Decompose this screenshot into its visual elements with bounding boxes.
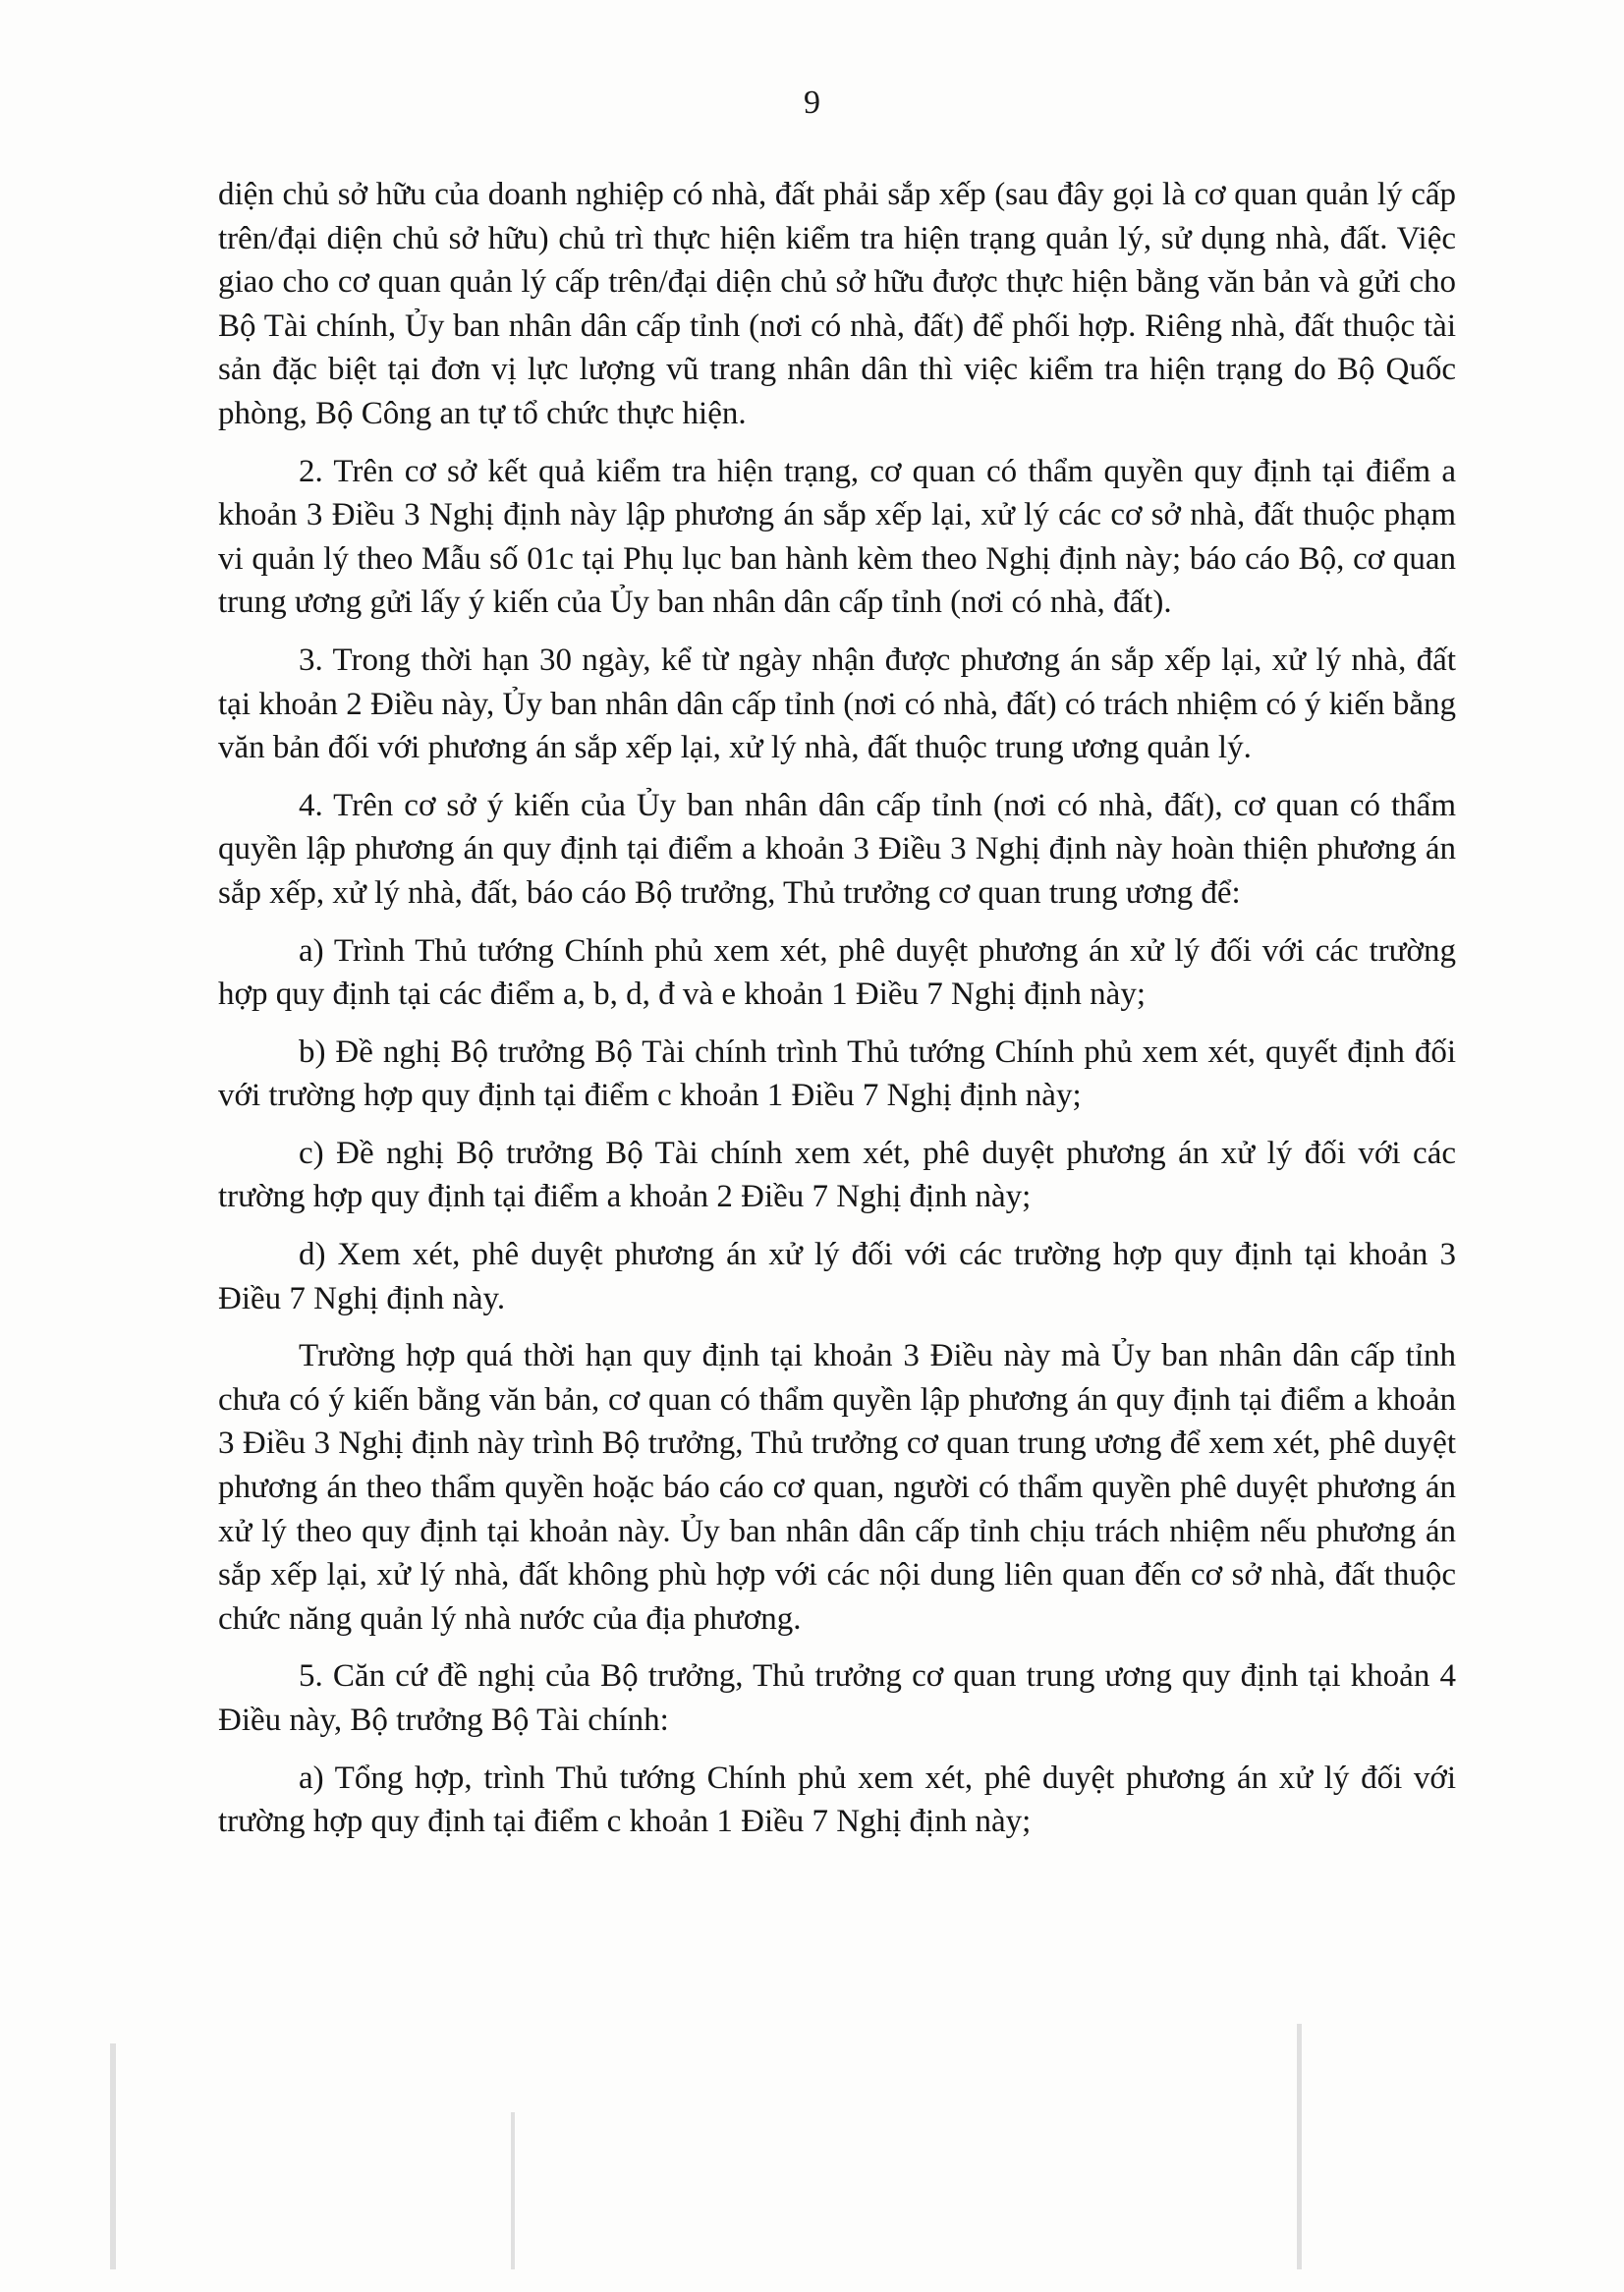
paragraph-point-c: c) Đề nghị Bộ trưởng Bộ Tài chính xem xét, phê duyệt phương án xử lý đối với các trường hợp quy định tại điểm a khoản 2 Điều 7 Nghị định này; xyxy=(218,1135,1456,1215)
scan-edge-mark xyxy=(511,2112,515,2269)
paragraph-clause-4: 4. Trên cơ sở ý kiến của Ủy ban nhân dân cấp tỉnh (nơi có nhà, đất), cơ quan có thẩm quyền lập phương án quy định tại điểm a khoản 3 Điều 3 Nghị định này hoàn thiện phương án sắp xếp, xử lý nhà, đất, báo cáo Bộ trưởng, Thủ trưởng cơ quan trung ương để: xyxy=(218,787,1456,911)
paragraph-clause-3: 3. Trong thời hạn 30 ngày, kể từ ngày nhận được phương án sắp xếp lại, xử lý nhà, đất tại khoản 2 Điều này, Ủy ban nhân dân cấp tỉnh (nơi có nhà, đất) có trách nhiệm có ý kiến bằng văn bản đối với phương án sắp xếp lại, xử lý nhà, đất thuộc trung ương quản lý. xyxy=(218,642,1456,766)
paragraph-clause-2: 2. Trên cơ sở kết quả kiểm tra hiện trạng, cơ quan có thẩm quyền quy định tại điểm a khoản 3 Điều 3 Nghị định này lập phương án sắp xếp lại, xử lý các cơ sở nhà, đất thuộc phạm vi quản lý theo Mẫu số 01c tại Phụ lục ban hành kèm theo Nghị định này; báo cáo Bộ, cơ quan trung ương gửi lấy ý kiến của Ủy ban nhân dân cấp tỉnh (nơi có nhà, đất). xyxy=(218,453,1456,621)
paragraph-point-a: a) Trình Thủ tướng Chính phủ xem xét, phê duyệt phương án xử lý đối với các trường hợp quy định tại các điểm a, b, d, đ và e khoản 1 Điều 7 Nghị định này; xyxy=(218,932,1456,1013)
document-body xyxy=(218,173,1456,1858)
page-number: 9 xyxy=(804,84,820,121)
paragraph-clause-5: 5. Căn cứ đề nghị của Bộ trưởng, Thủ trưởng cơ quan trung ương quy định tại khoản 4 Điều này, Bộ trưởng Bộ Tài chính: xyxy=(218,1658,1456,1738)
paragraph-continuation: diện chủ sở hữu của doanh nghiệp có nhà, đất phải sắp xếp (sau đây gọi là cơ quan quản lý cấp trên/đại diện chủ sở hữu) chủ trì thực hiện kiểm tra hiện trạng quản lý, sử dụng nhà, đất. Việc giao cho cơ quan quản lý cấp trên/đại diện chủ sở hữu được thực hiện bằng văn bản và gửi cho Bộ Tài chính, Ủy ban nhân dân cấp tỉnh (nơi có nhà, đất) để phối hợp. Riêng nhà, đất thuộc tài sản đặc biệt tại đơn vị lực lượng vũ trang nhân dân thì việc kiểm tra hiện trạng do Bộ Quốc phòng, Bộ Công an tự tổ chức thực hiện. xyxy=(218,177,1456,431)
paragraph-point-b: b) Đề nghị Bộ trưởng Bộ Tài chính trình Thủ tướng Chính phủ xem xét, quyết định đối với trường hợp quy định tại điểm c khoản 1 Điều 7 Nghị định này; xyxy=(218,1034,1456,1114)
paragraph-overdue-case: Trường hợp quá thời hạn quy định tại khoản 3 Điều này mà Ủy ban nhân dân cấp tỉnh chưa có ý kiến bằng văn bản, cơ quan có thẩm quyền lập phương án quy định tại điểm a khoản 3 Điều 3 Nghị định này trình Bộ trưởng, Thủ trưởng cơ quan trung ương để xem xét, phê duyệt phương án theo thẩm quyền hoặc báo cáo cơ quan, người có thẩm quyền phê duyệt phương án xử lý theo quy định tại khoản này. Ủy ban nhân dân cấp tỉnh chịu trách nhiệm nếu phương án sắp xếp lại, xử lý nhà, đất không phù hợp với các nội dung liên quan đến cơ sở nhà, đất thuộc chức năng quản lý nhà nước của địa phương. xyxy=(218,1338,1456,1637)
scan-edge-mark xyxy=(110,2043,116,2269)
paragraph-clause-5-point-a: a) Tổng hợp, trình Thủ tướng Chính phủ xem xét, phê duyệt phương án xử lý đối với trường hợp quy định tại điểm c khoản 1 Điều 7 Nghị định này; xyxy=(218,1760,1456,1840)
scan-edge-mark xyxy=(1297,2024,1302,2269)
paragraph-point-d: d) Xem xét, phê duyệt phương án xử lý đối với các trường hợp quy định tại khoản 3 Điều 7 Nghị định này. xyxy=(218,1237,1456,1316)
